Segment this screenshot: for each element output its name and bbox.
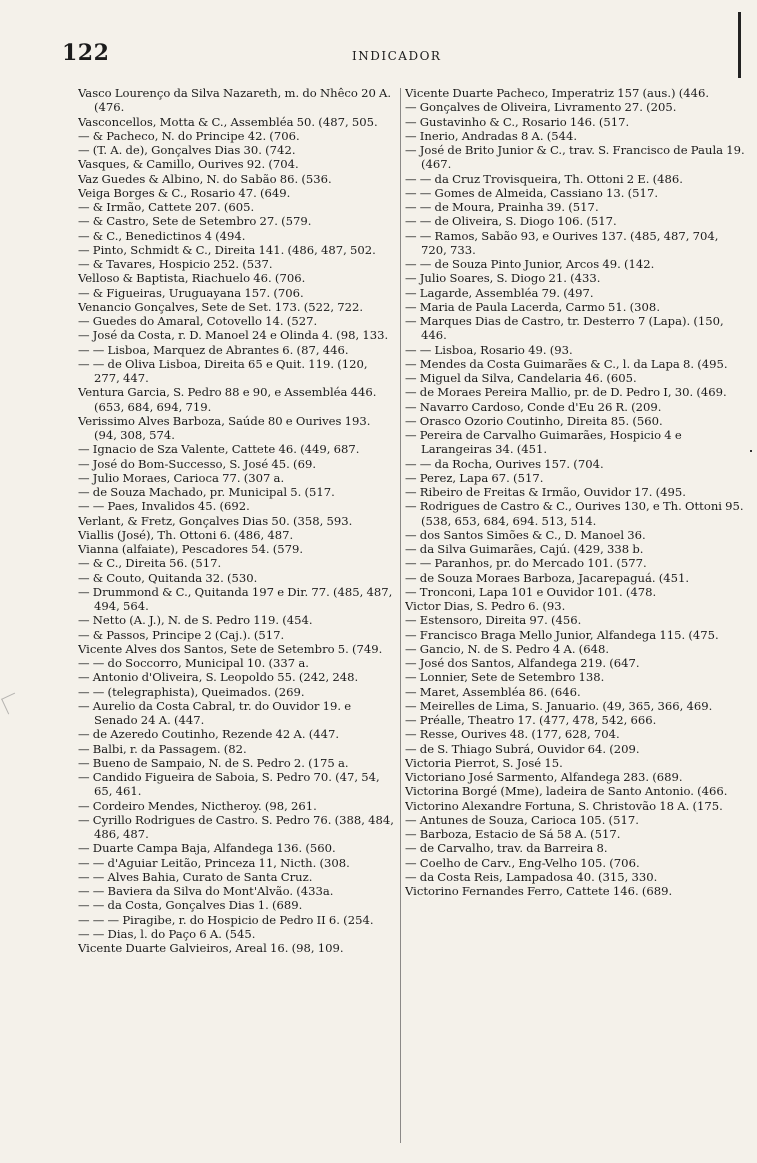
directory-entry: Vicente Alves dos Santos, Sete de Setembro 5. (749. [78,641,383,656]
directory-entry: — Mendes da Costa Guimarães & C., l. da Lapa 8. (495. [405,356,728,371]
directory-entry: — José da Costa, r. D. Manoel 24 e Olinda 4. (98, 133. [78,328,389,343]
directory-entry: — Tronconi, Lapa 101 e Ouvidor 101. (478. [405,584,657,599]
directory-entry: — dos Santos Simões & C., D. Manoel 36. [405,527,646,542]
directory-entry: — — — Piragibe, r. do Hospicio de Pedro II 6. (254. [78,912,374,927]
directory-entry: — — da Costa, Gonçalves Dias 1. (689. [78,898,303,913]
directory-entry: Victoria Pierrot, S. José 15. [405,755,563,770]
directory-entry: Vasques, & Camillo, Ourives 92. (704. [78,157,299,172]
right-column [405,86,747,898]
directory-entry: Ventura Garcia, S. Pedro 88 e 90, e Assembléa 446. (653, 684, 694, 719. [78,385,377,414]
directory-entry: Vicente Duarte Galvieiros, Areal 16. (98, 109. [78,941,344,955]
directory-entry: — — (telegraphista), Queimados. (269. [78,684,305,699]
edge-mark [738,12,741,78]
directory-entry: — — Dias, l. do Paço 6 A. (545. [78,926,256,941]
directory-entry: — de S. Thiago Subrá, Ouvidor 64. (209. [405,741,640,756]
directory-entry: Vasco Lourenço da Silva Nazareth, m. do Nhêco 20 A. (476. [78,86,392,115]
directory-entry: — — de Oliveira, S. Diogo 106. (517. [405,214,617,229]
directory-entry: — & Passos, Principe 2 (Caj.). (517. [78,627,285,642]
directory-entry: — — Lisboa, Marquez de Abrantes 6. (87, 446. [78,342,349,357]
directory-entry: Victorino Fernandes Ferro, Cattete 146. (689. [405,884,673,898]
directory-entry: — de Souza Machado, pr. Municipal 5. (517. [78,485,335,499]
directory-entry: — da Costa Reis, Lampadosa 40. (315, 330. [405,869,658,884]
directory-entry: Victor Dias, S. Pedro 6. (93. [405,599,566,613]
running-title: INDICADOR [352,49,442,63]
directory-entry: — (T. A. de), Gonçalves Dias 30. (742. [78,143,296,157]
directory-entry: — & Irmão, Cattete 207. (605. [78,200,255,214]
directory-entry: Victorino Alexandre Fortuna, S. Christovão 18 A. (175. [405,798,723,813]
directory-entry: Venancio Gonçalves, Sete de Set. 173. (522, 722. [78,299,364,314]
directory-entry: — Maret, Assembléa 86. (646. [405,684,581,699]
directory-entry: — — de Moura, Prainha 39. (517. [405,200,599,214]
directory-entry: Vaz Guedes & Albino, N. do Sabão 86. (536. [78,171,332,186]
directory-entry: — & Tavares, Hospicio 252. (537. [78,257,273,271]
directory-entry: — Ignacio de Sza Valente, Cattete 46. (449, 687. [78,442,360,457]
margin-scribble [1,693,22,715]
directory-entry: — Antunes de Souza, Carioca 105. (517. [405,812,639,827]
directory-entry: — — Paes, Invalidos 45. (692. [78,499,250,514]
directory-entry: — de Moraes Pereira Mallio, pr. de D. Pedro I, 30. (469. [405,385,727,400]
column-divider [400,88,401,1143]
directory-entry: — Ribeiro de Freitas & Irmão, Ouvidor 17. (495. [405,485,686,499]
directory-entry: — Julio Moraes, Carioca 77. (307 a. [78,470,285,485]
directory-entry: — — Alves Bahia, Curato de Santa Cruz. [78,869,313,884]
directory-entry: — — do Soccorro, Municipal 10. (337 a. [78,656,309,670]
directory-entry: — da Silva Guimarães, Cajú. (429, 338 b. [405,542,644,556]
directory-entry: — José do Bom-Successo, S. José 45. (69. [78,456,317,471]
directory-entry: — Cyrillo Rodrigues de Castro. S. Pedro 76. (388, 484, 486, 487. [78,812,394,841]
directory-entry: — de Souza Moraes Barboza, Jacarepaguá. (451. [405,570,690,585]
directory-entry: — & C., Direita 56. (517. [78,556,222,571]
directory-entry: — Lagarde, Assembléa 79. (497. [405,285,594,300]
directory-entry: — José dos Santos, Alfandega 219. (647. [405,656,640,670]
directory-entry: — Bueno de Sampaio, N. de S. Pedro 2. (175 a. [78,755,349,770]
directory-entry: — Marques Dias de Castro, tr. Desterro 7 (Lapa). (150, 446. [405,314,724,343]
directory-entry: — — da Cruz Trovisqueira, Th. Ottoni 2 E. (486. [405,171,683,186]
directory-entry: — Barboza, Estacio de Sá 58 A. (517. [405,827,621,841]
directory-entry: — José de Brito Junior & C., trav. S. Francisco de Paula 19. (467. [405,143,745,172]
directory-entry: — — Gomes de Almeida, Cassiano 13. (517. [405,185,659,200]
directory-entry: — Gustavinho & C., Rosario 146. (517. [405,114,630,129]
directory-entry: — Rodrigues de Castro & C., Ourives 130, e Th. Ottoni 95. (538, 653, 684, 694. 513, 514. [405,499,744,528]
directory-entry: — Cordeiro Mendes, Nictheroy. (98, 261. [78,798,317,813]
directory-entry: Velloso & Baptista, Riachuelo 46. (706. [78,271,306,286]
directory-entry: — Netto (A. J.), N. de S. Pedro 119. (454. [78,613,313,628]
directory-entry: Vicente Duarte Pacheco, Imperatriz 157 (aus.) (446. [405,86,710,100]
directory-entry: — de Carvalho, trav. da Barreira 8. [405,841,608,856]
directory-entry: — — de Oliva Lisboa, Direita 65 e Quit. 119. (120, 277, 447. [78,356,368,385]
directory-entry: — & Castro, Sete de Setembro 27. (579. [78,214,312,229]
directory-entry: — — de Souza Pinto Junior, Arcos 49. (142. [405,257,655,271]
directory-entry: — & Pacheco, N. do Principe 42. (706. [78,128,300,143]
page-number: 122 [62,40,110,66]
directory-entry: — Perez, Lapa 67. (517. [405,470,544,485]
directory-entry: Victoriano José Sarmento, Alfandega 283. (689. [405,770,683,784]
directory-entry: — & C., Benedictinos 4 (494. [78,228,246,243]
directory-entry: — Estensoro, Direita 97. (456. [405,613,582,628]
directory-entry: — Miguel da Silva, Candelaria 46. (605. [405,371,637,385]
directory-entry: — Orasco Ozorio Coutinho, Direita 85. (560. [405,413,663,428]
directory-entry: — Candido Figueira de Saboia, S. Pedro 70. (47, 54, 65, 461. [78,770,380,799]
margin-tick [750,450,752,452]
directory-entry: — & Figueiras, Uruguayana 157. (706. [78,285,304,300]
directory-entry: Viallis (José), Th. Ottoni 6. (486, 487. [78,527,294,542]
directory-entry: — Lonnier, Sete de Setembro 138. [405,670,605,685]
directory-entry: — Maria de Paula Lacerda, Carmo 51. (308. [405,299,660,314]
directory-entry: Victorina Borgé (Mme), ladeira de Santo Antonio. (466. [405,784,728,799]
directory-entry: — Balbi, r. da Passagem. (82. [78,741,247,756]
directory-entry: — Coelho de Carv., Eng-Velho 105. (706. [405,855,640,870]
directory-entry: — Aurelio da Costa Cabral, tr. do Ouvidor 19. e Senado 24 A. (447. [78,698,352,727]
directory-entry: — Francisco Braga Mello Junior, Alfandega 115. (475. [405,627,719,642]
directory-entry: — — Baviera da Silva do Mont'Alvão. (433a. [78,884,334,898]
directory-entry: — Pereira de Carvalho Guimarães, Hospicio 4 e Larangeiras 34. (451. [405,428,682,457]
directory-entry: Veiga Borges & C., Rosario 47. (649. [78,185,291,200]
directory-entry: — — da Rocha, Ourives 157. (704. [405,456,604,471]
directory-entry: — de Azeredo Coutinho, Rezende 42 A. (447. [78,727,340,742]
directory-entry: — — d'Aguiar Leitão, Princeza 11, Nicth. (308. [78,855,350,870]
directory-entry: — — Lisboa, Rosario 49. (93. [405,342,573,357]
directory-entry: — Antonio d'Oliveira, S. Leopoldo 55. (242, 248. [78,670,359,685]
directory-entry: — Duarte Campa Baja, Alfandega 136. (560. [78,841,336,856]
directory-entry: — Guedes do Amaral, Cotovello 14. (527. [78,314,318,328]
directory-entry: — Préalle, Theatro 17. (477, 478, 542, 666. [405,713,657,727]
directory-entry: — Drummond & C., Quitanda 197 e Dir. 77. (485, 487, 494, 564. [78,584,393,613]
directory-entry: Vianna (alfaiate), Pescadores 54. (579. [78,542,304,556]
directory-entry: — Inerio, Andradas 8 A. (544. [405,128,578,143]
directory-entry: Vasconcellos, Motta & C., Assembléa 50. (487, 505. [78,114,378,129]
directory-entry: — Navarro Cardoso, Conde d'Eu 26 R. (209. [405,399,662,414]
directory-entry: — Julio Soares, S. Diogo 21. (433. [405,271,601,286]
directory-entry: — — Ramos, Sabão 93, e Ourives 137. (485, 487, 704, 720, 733. [405,228,719,257]
directory-entry: — Resse, Ourives 48. (177, 628, 704. [405,727,620,742]
directory-entry: Verlant, & Fretz, Gonçalves Dias 50. (358, 593. [78,513,353,528]
directory-entry: — Gancio, N. de S. Pedro 4 A. (648. [405,641,610,656]
directory-entry: — Gonçalves de Oliveira, Livramento 27. (205. [405,100,677,115]
directory-entry: — Meirelles de Lima, S. Januario. (49, 365, 366, 469. [405,698,713,713]
directory-entry: Verissimo Alves Barboza, Saúde 80 e Ourives 193. (94, 308, 574. [78,413,371,442]
directory-entry: — — Paranhos, pr. do Mercado 101. (577. [405,556,647,571]
directory-entry: — Pinto, Schmidt & C., Direita 141. (486, 487, 502. [78,242,376,257]
directory-entry: — & Couto, Quitanda 32. (530. [78,570,258,585]
left-column [78,86,396,955]
page-header [62,40,741,74]
